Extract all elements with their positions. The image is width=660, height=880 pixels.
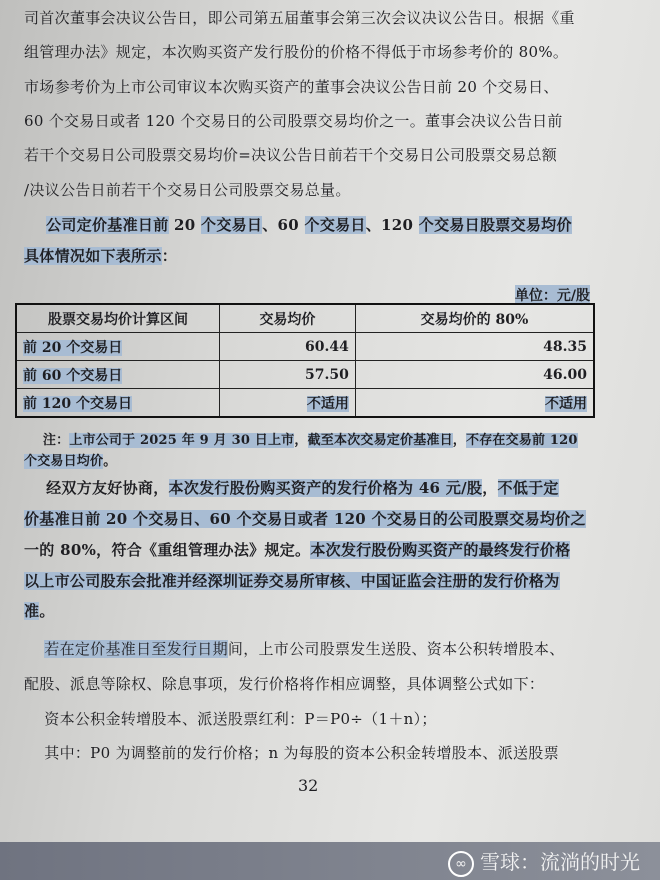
table-cell: 60.44 [220,333,356,361]
text-segment [24,640,44,658]
table-cell [16,361,220,389]
paragraph1-line [24,110,563,132]
price-table [15,303,595,418]
watermark-text: 雪球：流淌的时光 [480,850,640,874]
highlighted-text: 准 [24,602,40,620]
highlighted-text: 个交易日 [201,216,263,234]
paragraph4-line [24,742,559,764]
paragraph3-line [24,508,586,530]
text-segment [24,216,46,234]
watermark-bar [0,842,660,880]
highlighted-text: 公司定价基准日前 [46,216,169,234]
text-segment: 、60 [262,216,305,234]
table-cell: 46.00 [355,361,594,389]
highlighted-text: 不低于定 [497,479,559,497]
table-header: 股票交易均价计算区间 [16,304,220,333]
paragraph1-line [24,7,575,29]
paragraph1-line [24,179,351,201]
paragraph1-line [24,144,557,166]
text-segment: 司首次董事会决议公告日，即公司第五届董事会第三次会议决议公告日。根据《重 [24,9,575,27]
highlighted-text: 价基准日前 20 个交易日、60 个交易日或者 120 个交易日的公司股票交易均价之 [24,510,586,528]
highlighted-text: 截至本次交易定价基准日 [307,433,453,448]
text-segment: 、120 [365,216,419,234]
text-segment: 20 [168,216,202,234]
period-label: 前 20 个交易日 [23,339,123,356]
highlighted-text: 不存在交易前 120 [466,433,578,448]
table-cell [16,333,220,361]
table-cell [355,389,594,418]
page-number: 32 [298,776,319,795]
text-segment: /决议公告日前若干个交易日公司股票交易总量。 [24,181,351,199]
note-line [24,451,116,473]
highlighted-text: 以上市公司股东会批准并经深圳证券交易所审核、中国证监会注册的发行价格为 [24,572,560,590]
text-segment: ， [294,433,308,448]
highlighted-text: 个交易日股票交易均价 [418,216,572,234]
table-header: 交易均价的 80% [355,304,594,333]
period-label: 前 120 个交易日 [23,395,132,412]
highlighted-text: 个交易日均价 [24,454,104,469]
period-label: 前 60 个交易日 [23,367,123,384]
text-segment: 其中：P0 为调整前的发行价格；n 为每股的资本公积金转增股本、派送股票 [24,744,559,762]
na-value: 不适用 [545,395,587,412]
paragraph2-line [24,214,572,236]
note-line [24,430,578,452]
table-row [16,389,594,418]
paragraph1-line [24,76,559,98]
paragraph1-line [24,41,568,63]
paragraph4-line [24,708,437,730]
text-segment: ， [452,433,466,448]
table-cell: 57.50 [220,361,356,389]
paragraph2-line [24,245,177,267]
text-segment: 若干个交易日公司股票交易均价=决议公告日前若干个交易日公司股票交易总额 [24,146,558,164]
paragraph3-line [24,570,560,592]
paragraph3-line [24,477,559,499]
paragraph3-line [24,600,55,622]
text-segment: 。 [103,454,117,469]
table-header-row [16,304,594,333]
table-header: 交易均价 [220,304,356,333]
highlighted-text: 具体情况如下表所示 [24,247,162,265]
text-segment: 一的 80%，符合《重组管理办法》规定。 [24,541,311,559]
highlighted-text: 上市公司于 2025 年 9 月 30 日上市 [69,433,295,448]
unit-label: 单位：元/股 [515,285,590,305]
xueqiu-logo-icon: ∞ [448,851,474,877]
text-segment: 间，上市公司股票发生送股、资本公积转增股本、 [227,640,565,658]
text-segment: 经双方友好协商， [24,479,169,497]
text-segment: 。 [39,602,55,620]
text-segment: 注： [24,433,70,448]
table-cell [16,389,220,418]
text-segment: 资本公积金转增股本、派送股票红利：P＝P0÷（1＋n）； [24,710,437,728]
watermark [448,846,640,877]
highlighted-text: 若在定价基准日至发行日期 [44,640,228,658]
text-segment: ： [161,247,178,265]
na-value: 不适用 [306,395,349,412]
table-cell: 48.35 [355,333,594,361]
text-segment: ， [482,479,498,497]
table-row [16,333,594,361]
paragraph3-line [24,539,570,561]
highlighted-text: 本次发行股份购买资产的最终发行价格 [310,541,571,559]
text-segment: 组管理办法》规定，本次购买资产发行股份的价格不得低于市场参考价的 80%。 [24,43,569,61]
highlighted-text: 本次发行股份购买资产的发行价格为 46 元/股 [168,479,483,497]
table-row [16,361,594,389]
paragraph4-line [24,673,544,695]
highlighted-text: 个交易日 [304,216,366,234]
text-segment: 60 个交易日或者 120 个交易日的公司股票交易均价之一。董事会决议公告日前 [24,112,563,130]
text-segment: 市场参考价为上市公司审议本次购买资产的董事会决议公告日前 20 个交易日、 [24,78,559,96]
table-cell [220,389,356,418]
text-segment: 配股、派息等除权、除息事项，发行价格将作相应调整，具体调整公式如下： [24,675,545,693]
paragraph4-line [24,638,565,660]
